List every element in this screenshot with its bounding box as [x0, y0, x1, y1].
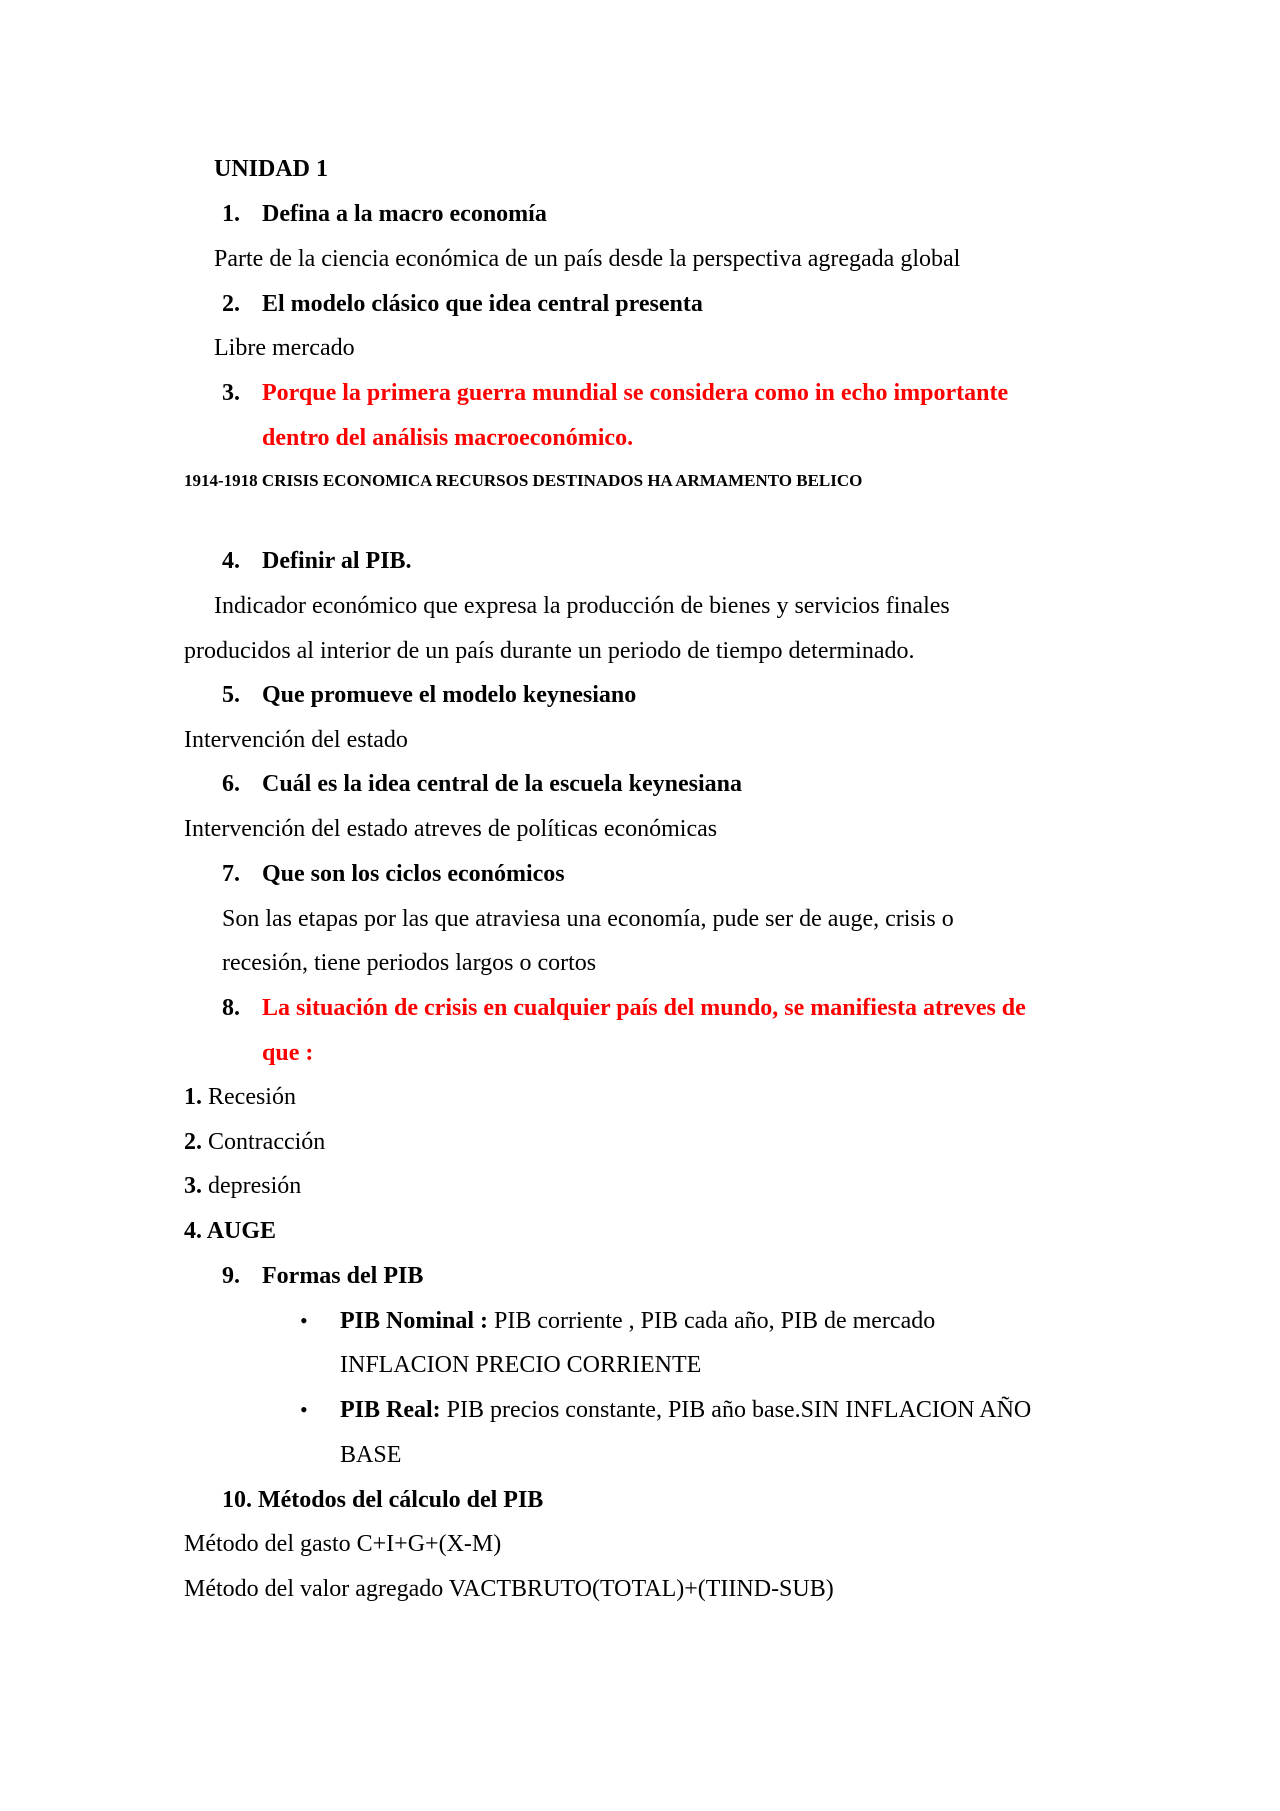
- list-item: [184, 1171, 301, 1201]
- list-item: [184, 1082, 296, 1112]
- list-item-number: 1.: [184, 1084, 202, 1110]
- question-2: [222, 289, 703, 319]
- question-text: El modelo clásico que idea central presenta: [262, 291, 703, 317]
- question-8: [222, 993, 1026, 1023]
- bullet-icon: •: [300, 1308, 308, 1333]
- question-number: 7.: [222, 861, 240, 887]
- bullet-item-pib-nominal: [300, 1306, 935, 1336]
- question-1: [222, 199, 547, 229]
- bullet-item-continuation: INFLACION PRECIO CORRIENTE: [340, 1352, 702, 1378]
- bullet-text: PIB precios constante, PIB año base.SIN INFLACION AÑO: [440, 1397, 1032, 1423]
- unit-title: UNIDAD 1: [214, 156, 328, 182]
- question-number: 4.: [222, 548, 240, 574]
- list-item-text: depresión: [208, 1173, 302, 1199]
- answer-6: Intervención del estado atreves de políticas económicas: [184, 816, 718, 842]
- question-9: [222, 1261, 423, 1291]
- question-text: Que son los ciclos económicos: [262, 861, 565, 887]
- question-text: Cuál es la idea central de la escuela keynesiana: [262, 771, 742, 797]
- answer-7-line-1: Son las etapas por las que atraviesa una economía, pude ser de auge, crisis o: [222, 906, 954, 932]
- answer-7-line-2: recesión, tiene periodos largos o cortos: [222, 950, 597, 976]
- list-item-text: Contracción: [208, 1129, 326, 1155]
- bullet-item-pib-real: [300, 1395, 1031, 1425]
- question-number: 3.: [222, 380, 240, 406]
- answer-2: Libre mercado: [214, 335, 355, 361]
- question-8-continuation: que :: [262, 1040, 314, 1066]
- bullet-label: PIB Nominal :: [340, 1308, 489, 1334]
- question-number: 5.: [222, 682, 240, 708]
- list-item-text: Recesión: [208, 1084, 296, 1110]
- question-number: 8.: [222, 995, 240, 1021]
- answer-4-line-2: producidos al interior de un país durante un periodo de tiempo determinado.: [184, 638, 915, 664]
- question-text: Defina a la macro economía: [262, 201, 547, 227]
- question-number: 6.: [222, 771, 240, 797]
- question-6: [222, 769, 742, 799]
- answer-10-line-1: Método del gasto C+I+G+(X-M): [184, 1531, 502, 1557]
- question-5: [222, 680, 636, 710]
- question-3-continuation: dentro del análisis macroeconómico.: [262, 425, 634, 451]
- answer-4-line-1: Indicador económico que expresa la producción de bienes y servicios finales: [214, 593, 950, 619]
- bullet-icon: •: [300, 1397, 308, 1422]
- list-item: [184, 1127, 325, 1157]
- answer-5: Intervención del estado: [184, 727, 408, 753]
- question-number: 10.: [222, 1487, 252, 1513]
- list-item-text: AUGE: [206, 1218, 277, 1244]
- question-text: Que promueve el modelo keynesiano: [262, 682, 637, 708]
- list-item-number: 3.: [184, 1173, 202, 1199]
- question-number: 9.: [222, 1263, 240, 1289]
- list-item-number: 2.: [184, 1129, 202, 1155]
- answer-1: Parte de la ciencia económica de un país desde la perspectiva agregada global: [214, 246, 961, 272]
- bullet-label: PIB Real:: [340, 1397, 441, 1423]
- question-10: [222, 1485, 543, 1515]
- question-3: [222, 378, 1008, 408]
- question-number: 1.: [222, 201, 240, 227]
- question-7: [222, 859, 565, 889]
- answer-3: 1914-1918 CRISIS ECONOMICA RECURSOS DESTINADOS HA ARMAMENTO BELICO: [184, 471, 863, 490]
- question-text-highlighted: Porque la primera guerra mundial se considera como in echo importante: [262, 380, 1009, 406]
- question-4: [222, 546, 412, 576]
- question-text: Métodos del cálculo del PIB: [258, 1487, 544, 1513]
- list-item: [184, 1216, 276, 1246]
- question-text-highlighted: La situación de crisis en cualquier país del mundo, se manifiesta atreves de: [262, 995, 1026, 1021]
- answer-10-line-2: Método del valor agregado VACTBRUTO(TOTAL)+(TIIND-SUB): [184, 1576, 834, 1602]
- list-item-number: 4.: [184, 1218, 202, 1244]
- bullet-text: PIB corriente , PIB cada año, PIB de mercado: [488, 1308, 936, 1334]
- question-text: Formas del PIB: [262, 1263, 424, 1289]
- question-number: 2.: [222, 291, 240, 317]
- bullet-item-continuation: BASE: [340, 1442, 402, 1468]
- question-text: Definir al PIB.: [262, 548, 412, 574]
